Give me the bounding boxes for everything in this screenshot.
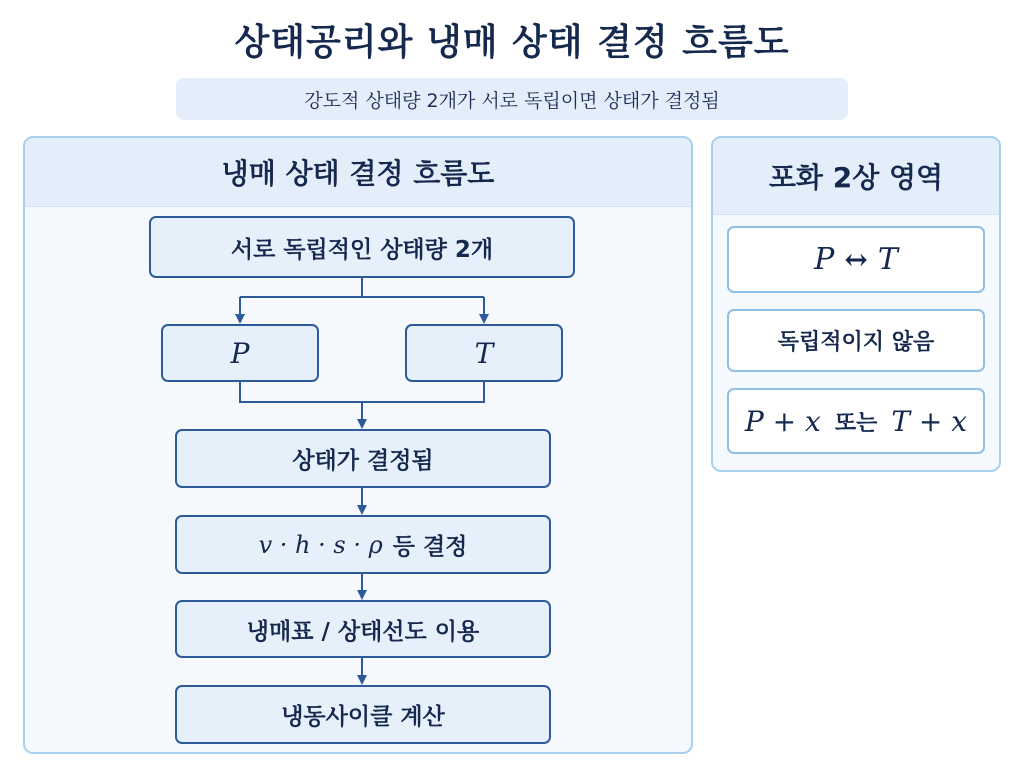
double-arrow-icon: ↔ — [844, 243, 868, 276]
connector-start-split — [240, 278, 484, 297]
node-state-determined: 상태가 결정됨 — [175, 429, 551, 488]
node-pressure: P — [161, 324, 319, 382]
alternative-pairs-box — [727, 388, 985, 454]
node-temperature: T — [405, 324, 563, 382]
diagram-subtitle: 강도적 상태량 2개가 서로 독립이면 상태가 결정됨 — [176, 78, 848, 120]
two-phase-panel-header: 포화 2상 영역 — [713, 138, 999, 215]
node-refrigerant-tables: 냉매표 / 상태선도 이용 — [175, 600, 551, 658]
alternative-connector: 또는 — [834, 410, 878, 436]
alternative-left: P + x — [744, 404, 821, 438]
diagram-title: 상태공리와 냉매 상태 결정 흐름도 — [234, 22, 790, 63]
relation-pressure: P — [814, 242, 835, 277]
connector-merge — [240, 382, 484, 402]
alternative-right: T + x — [891, 404, 968, 438]
relation-temperature: T — [877, 242, 898, 277]
node-independent-properties: 서로 독립적인 상태량 2개 — [149, 216, 575, 278]
property-label: 등 결정 — [392, 534, 468, 560]
not-independent-box: 독립적이지 않음 — [727, 309, 985, 372]
node-cycle-calculation: 냉동사이클 계산 — [175, 685, 551, 744]
relation-box — [727, 226, 985, 293]
node-properties-determined — [175, 515, 551, 574]
property-symbols: v · h · s · ρ — [258, 530, 383, 559]
flowchart-panel-header: 냉매 상태 결정 흐름도 — [25, 138, 691, 207]
